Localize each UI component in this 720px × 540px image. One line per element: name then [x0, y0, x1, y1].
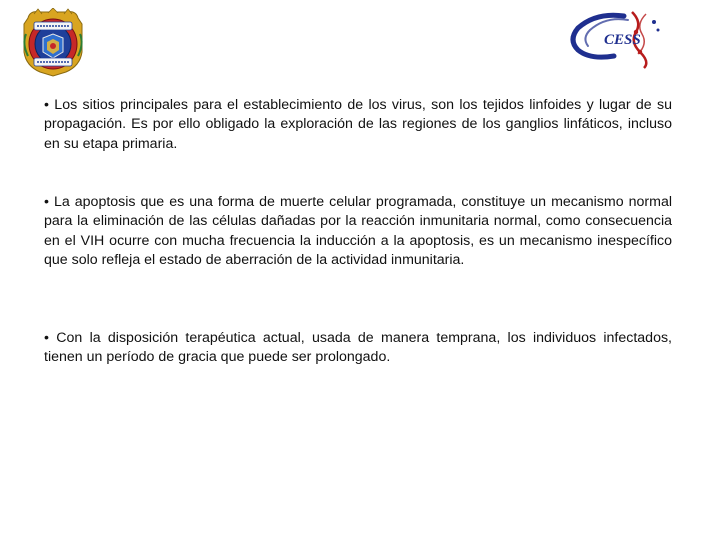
cess-logo-icon [566, 6, 670, 70]
bullet-virus-sites: • Los sitios principales para el establecimiento de los virus, son los tejidos linfoides y lugar de su propagación. Es por ello obligado la exploración de las regiones de los ganglios linfáticos, incluso en su etapa primaria. [44, 97, 672, 152]
university-crest-icon [20, 8, 86, 78]
cess-logo-text: CESS [604, 32, 641, 48]
bullet-therapeutic-disposition: • Con la disposición terapéutica actual, usada de manera temprana, los individuos infectados, tienen un período de gracia que puede ser prolongado. [44, 330, 672, 366]
bullet-apoptosis: • La apoptosis que es una forma de muerte celular programada, constituye un mecanismo normal para la eliminación de las células dañadas por la reacción inmunitaria normal, como consecuencia en el VIH ocurre con mucha frecuencia la inducción a la apoptosis, es un mecanismo inespecífico que solo refleja el estado de aberración de la actividad inmunitaria. [44, 194, 672, 268]
